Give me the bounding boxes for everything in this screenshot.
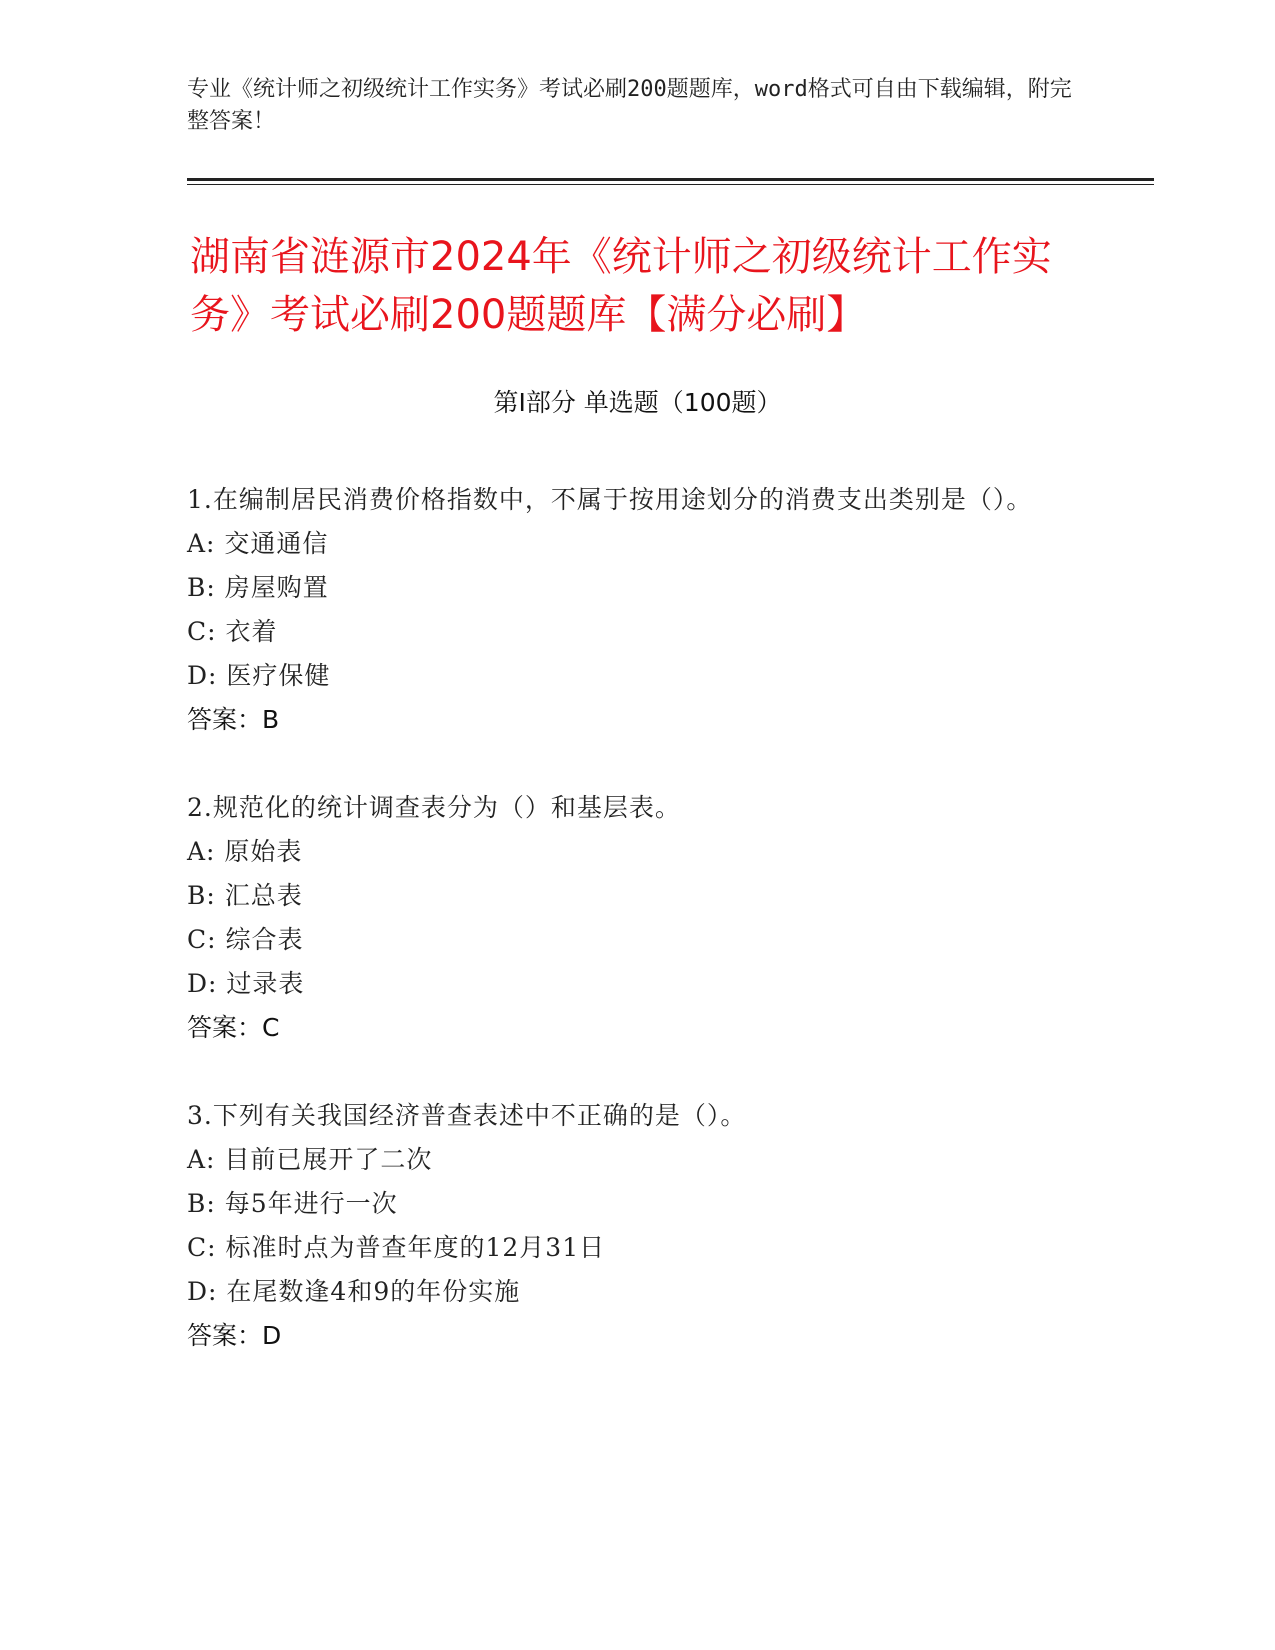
question-stem: 3.下列有关我国经济普查表述中不正确的是（）。 — [187, 1101, 747, 1130]
option-a: A: 目前已展开了二次 — [187, 1145, 433, 1174]
question-1 — [187, 478, 1087, 742]
option-b: B: 房屋购置 — [187, 573, 329, 602]
option-c: C: 标准时点为普查年度的12月31日 — [187, 1233, 606, 1262]
answer: 答案：C — [187, 1013, 280, 1042]
question-2 — [187, 786, 1087, 1050]
option-d: D: 在尾数逢4和9的年份实施 — [187, 1277, 521, 1306]
option-d: D: 过录表 — [187, 969, 305, 998]
question-3 — [187, 1094, 1087, 1358]
question-stem: 1.在编制居民消费价格指数中，不属于按用途划分的消费支出类别是（）。 — [187, 485, 1033, 514]
option-c: C: 衣着 — [187, 617, 278, 646]
document-title: 湖南省涟源市2024年《统计师之初级统计工作实务》考试必刷200题题库【满分必刷】 — [190, 234, 1052, 338]
header-note: 专业《统计师之初级统计工作实务》考试必刷200题题库，word格式可自由下载编辑，附完整答案！ — [187, 77, 1072, 134]
answer: 答案：D — [187, 1321, 282, 1350]
header-divider-thin — [187, 184, 1154, 185]
section-heading: 第I部分 单选题（100题） — [493, 388, 782, 417]
question-stem: 2.规范化的统计调查表分为（）和基层表。 — [187, 793, 681, 822]
option-c: C: 综合表 — [187, 925, 304, 954]
option-b: B: 每5年进行一次 — [187, 1189, 398, 1218]
option-b: B: 汇总表 — [187, 881, 303, 910]
header-divider-thick — [187, 178, 1154, 181]
question-list — [187, 478, 1087, 1358]
answer: 答案：B — [187, 705, 280, 734]
option-d: D: 医疗保健 — [187, 661, 331, 690]
option-a: A: 原始表 — [187, 837, 303, 866]
option-a: A: 交通通信 — [187, 529, 329, 558]
